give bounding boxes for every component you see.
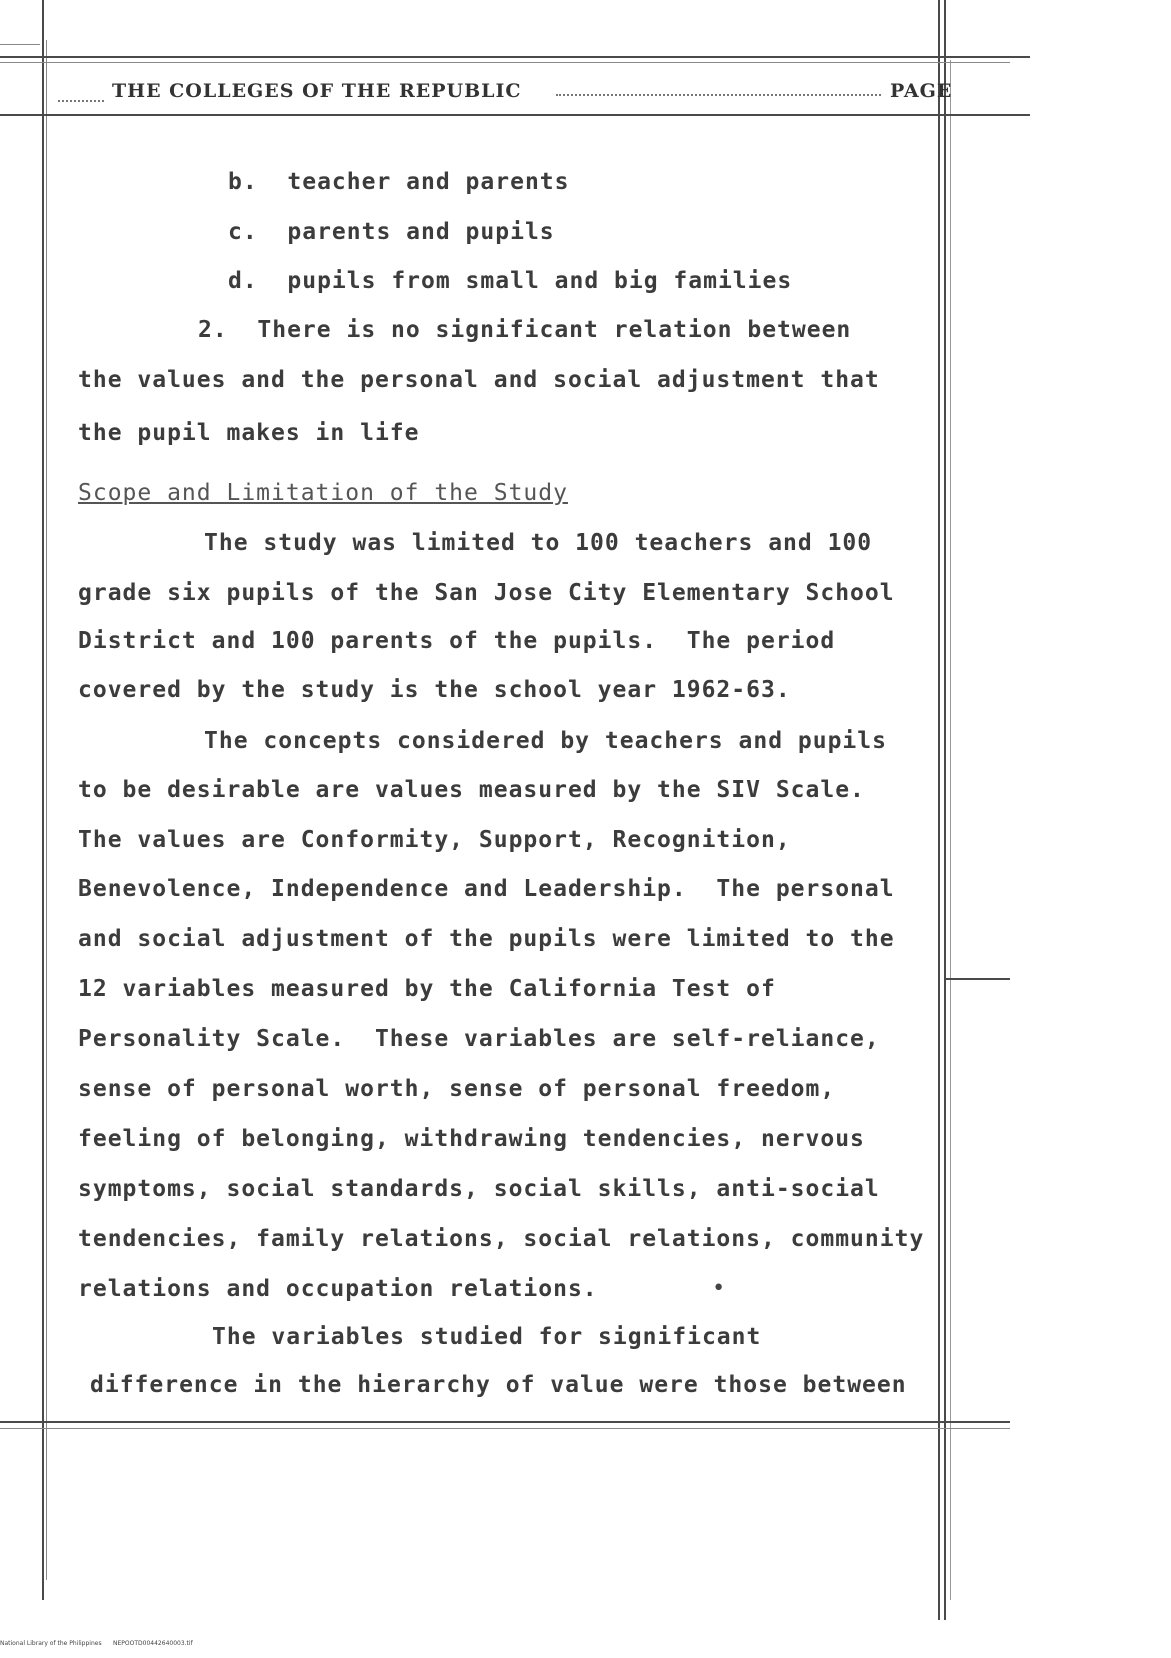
header-page-label: PAGE	[890, 80, 953, 102]
hypothesis-2-line-1: 2. There is no significant relation between	[198, 317, 852, 343]
paragraph-2-line-8: sense of personal worth, sense of personal freedom,	[78, 1076, 836, 1102]
paragraph-1-line-2: grade six pupils of the San Jose City Elementary School	[78, 580, 895, 606]
paragraph-2-line-12: relations and occupation relations.	[78, 1276, 598, 1302]
list-item-d: d. pupils from small and big families	[228, 268, 793, 294]
bottom-border-line-2	[0, 1428, 1010, 1429]
paragraph-2-line-9: feeling of belonging, withdrawing tendencies, nervous	[78, 1126, 865, 1152]
paragraph-1-line-3: District and 100 parents of the pupils. The period	[78, 628, 836, 654]
paragraph-3-line-1: The variables studied for significant	[212, 1324, 762, 1350]
paragraph-2-line-5: and social adjustment of the pupils were limited to the	[78, 926, 895, 952]
top-border-line	[0, 56, 1030, 58]
paragraph-2-line-10: symptoms, social standards, social skills, anti-social	[78, 1176, 880, 1202]
scan-footer	[0, 1640, 193, 1647]
bottom-border-line	[0, 1421, 1010, 1423]
header-rule	[0, 114, 1030, 116]
paragraph-2-line-1: The concepts considered by teachers and pupils	[204, 728, 887, 754]
paragraph-2-line-7: Personality Scale. These variables are self-reliance,	[78, 1026, 880, 1052]
left-margin-tick	[0, 44, 40, 45]
list-item-c: c. parents and pupils	[228, 219, 555, 245]
ink-speck: •	[712, 1276, 726, 1301]
hypothesis-2-line-2: the values and the personal and social adjustment that	[78, 367, 880, 393]
hypothesis-2-line-3: the pupil makes in life	[78, 420, 420, 446]
section-heading: Scope and Limitation of the Study	[78, 480, 568, 506]
paragraph-1-line-4: covered by the study is the school year 1962-63.	[78, 677, 791, 703]
header-leader-dots-left	[58, 100, 104, 102]
paragraph-3-line-2: difference in the hierarchy of value were those between	[90, 1372, 907, 1398]
paragraph-2-line-11: tendencies, family relations, social relations, community	[78, 1226, 925, 1252]
header-title: THE COLLEGES OF THE REPUBLIC	[112, 80, 522, 102]
top-border-line-2	[0, 62, 1010, 63]
footer-library: National Library of the Philippines	[0, 1640, 102, 1647]
right-border-line-inner	[944, 0, 946, 1620]
paragraph-2-line-2: to be desirable are values measured by the SIV Scale.	[78, 777, 865, 803]
right-border-line-faint	[950, 60, 951, 1600]
running-header	[112, 78, 972, 108]
paragraph-2-line-4: Benevolence, Independence and Leadership. The personal	[78, 876, 895, 902]
paragraph-1-line-1: The study was limited to 100 teachers and 100	[204, 530, 873, 556]
footer-file: NEPOOTD00442640003.tif	[113, 1640, 193, 1647]
right-border-line	[938, 0, 940, 1620]
header-leader-dots	[556, 94, 881, 96]
paragraph-2-line-3: The values are Conformity, Support, Recognition,	[78, 827, 791, 853]
left-border-line	[42, 0, 44, 1600]
paragraph-2-line-6: 12 variables measured by the California Test of	[78, 976, 776, 1002]
list-item-b: b. teacher and parents	[228, 169, 570, 195]
left-border-line-inner	[46, 40, 47, 1580]
right-margin-tick	[945, 978, 1010, 980]
